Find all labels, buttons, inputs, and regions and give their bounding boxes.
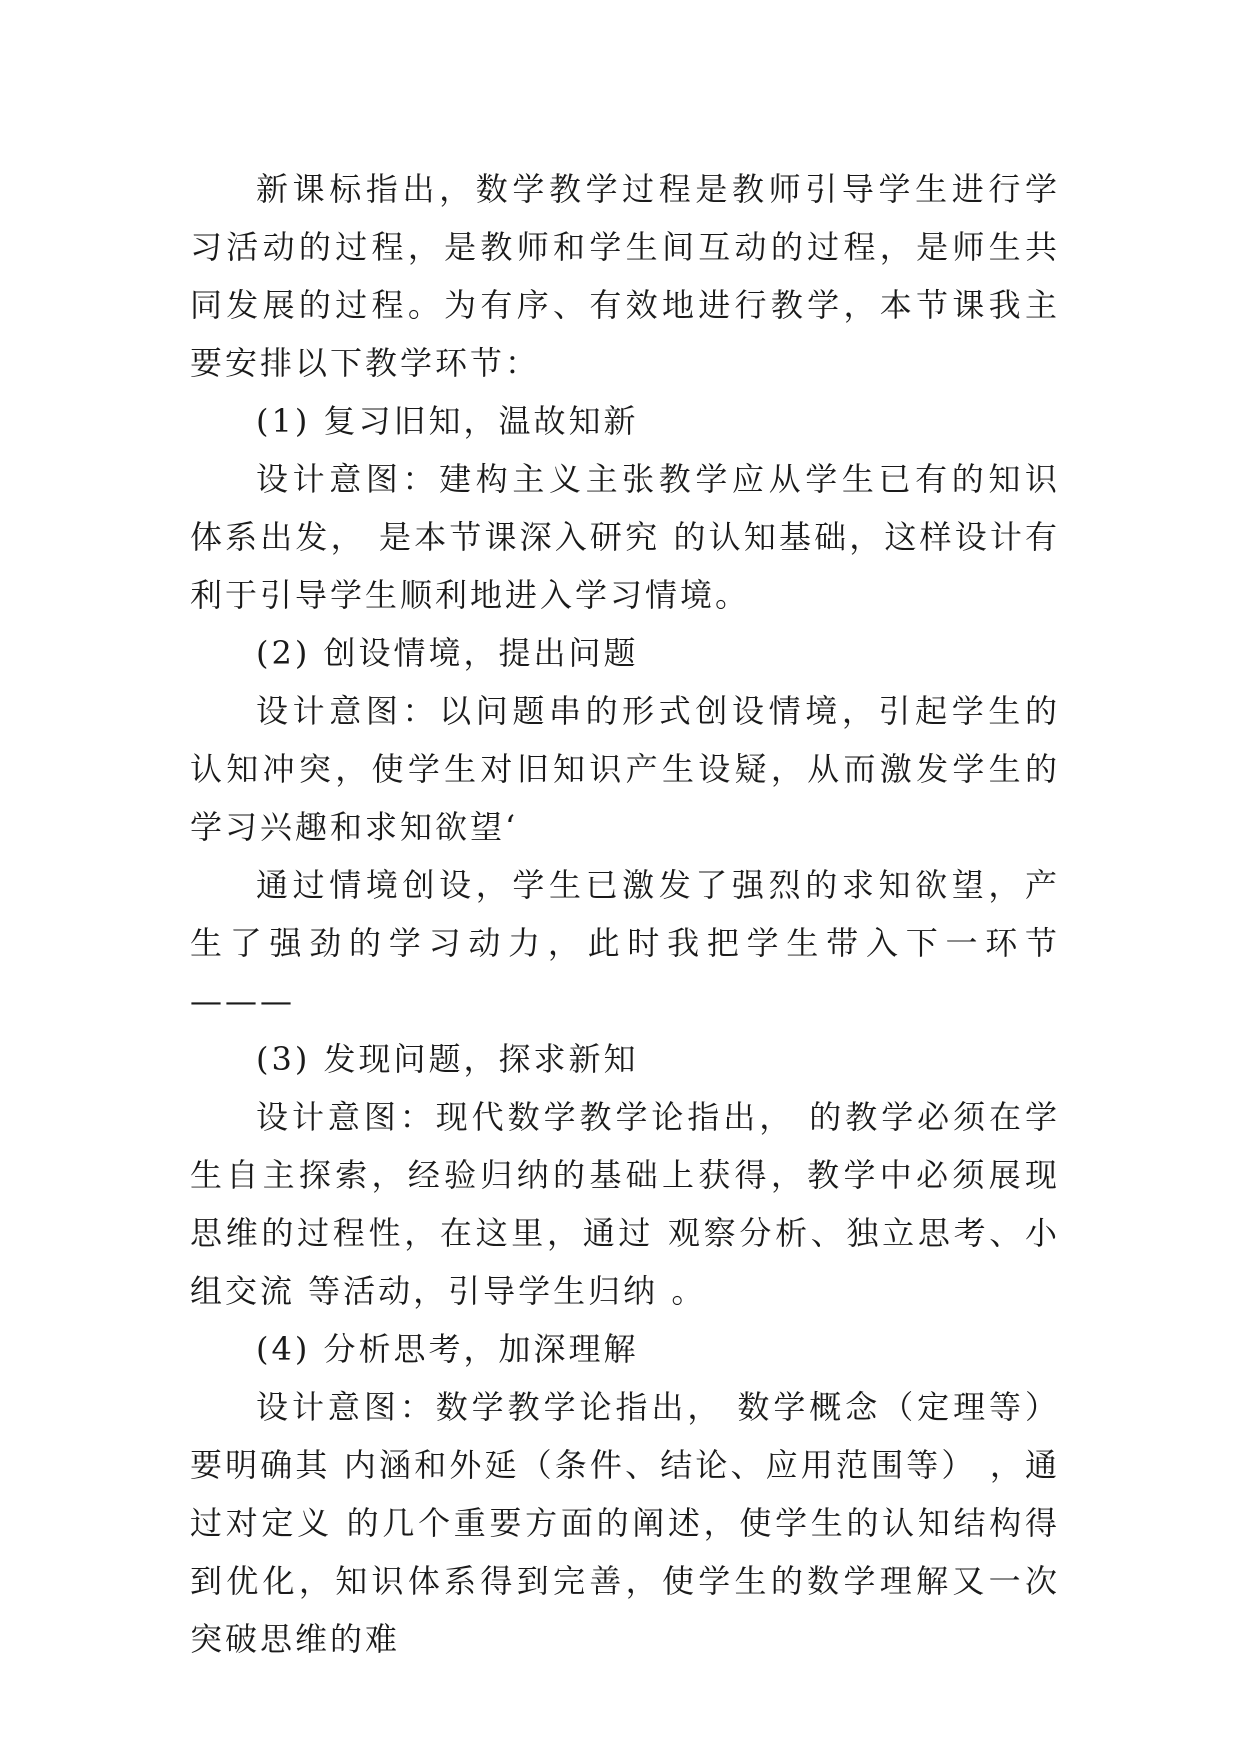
section-heading-4: (4) 分析思考，加深理解 (256, 1330, 639, 1368)
paragraph-design-intent-3: 设计意图：现代数学教学论指出， 的教学必须在学生自主探索，经验归纳的基础上获得，教学中必须展现思维的过程性，在这里，通过 观察分析、独立思考、小组交流 等活动，引导学生归纳 。 (190, 1098, 1060, 1310)
section-heading-2: (2) 创设情境，提出问题 (256, 634, 639, 672)
paragraph-intro: 新课标指出，数学教学过程是教师引导学生进行学习活动的过程，是教师和学生间互动的过程，是师生共同发展的过程。为有序、有效地进行教学，本节课我主要安排以下教学环节： (190, 170, 1060, 382)
paragraph-transition: 通过情境创设，学生已激发了强烈的求知欲望，产生了强劲的学习动力，此时我把学生带入下一环节——— (190, 866, 1060, 1020)
document-body (190, 160, 1060, 1668)
section-heading-3: (3) 发现问题，探求新知 (256, 1040, 639, 1078)
paragraph-design-intent-2: 设计意图：以问题串的形式创设情境，引起学生的认知冲突，使学生对旧知识产生设疑，从而激发学生的学习兴趣和求知欲望‘ (190, 692, 1060, 846)
paragraph-design-intent-4: 设计意图：数学教学论指出， 数学概念（定理等） 要明确其 内涵和外延（条件、结论、应用范围等） ，通过对定义 的几个重要方面的阐述，使学生的认知结构得到优化，知识体系得到完善，使学生的数学理解又一次突破思维的难 (190, 1388, 1060, 1658)
paragraph-design-intent-1: 设计意图：建构主义主张教学应从学生已有的知识体系出发， 是本节课深入研究 的认知基础，这样设计有利于引导学生顺利地进入学习情境。 (190, 460, 1060, 614)
section-heading-1: (1) 复习旧知，温故知新 (256, 402, 639, 440)
